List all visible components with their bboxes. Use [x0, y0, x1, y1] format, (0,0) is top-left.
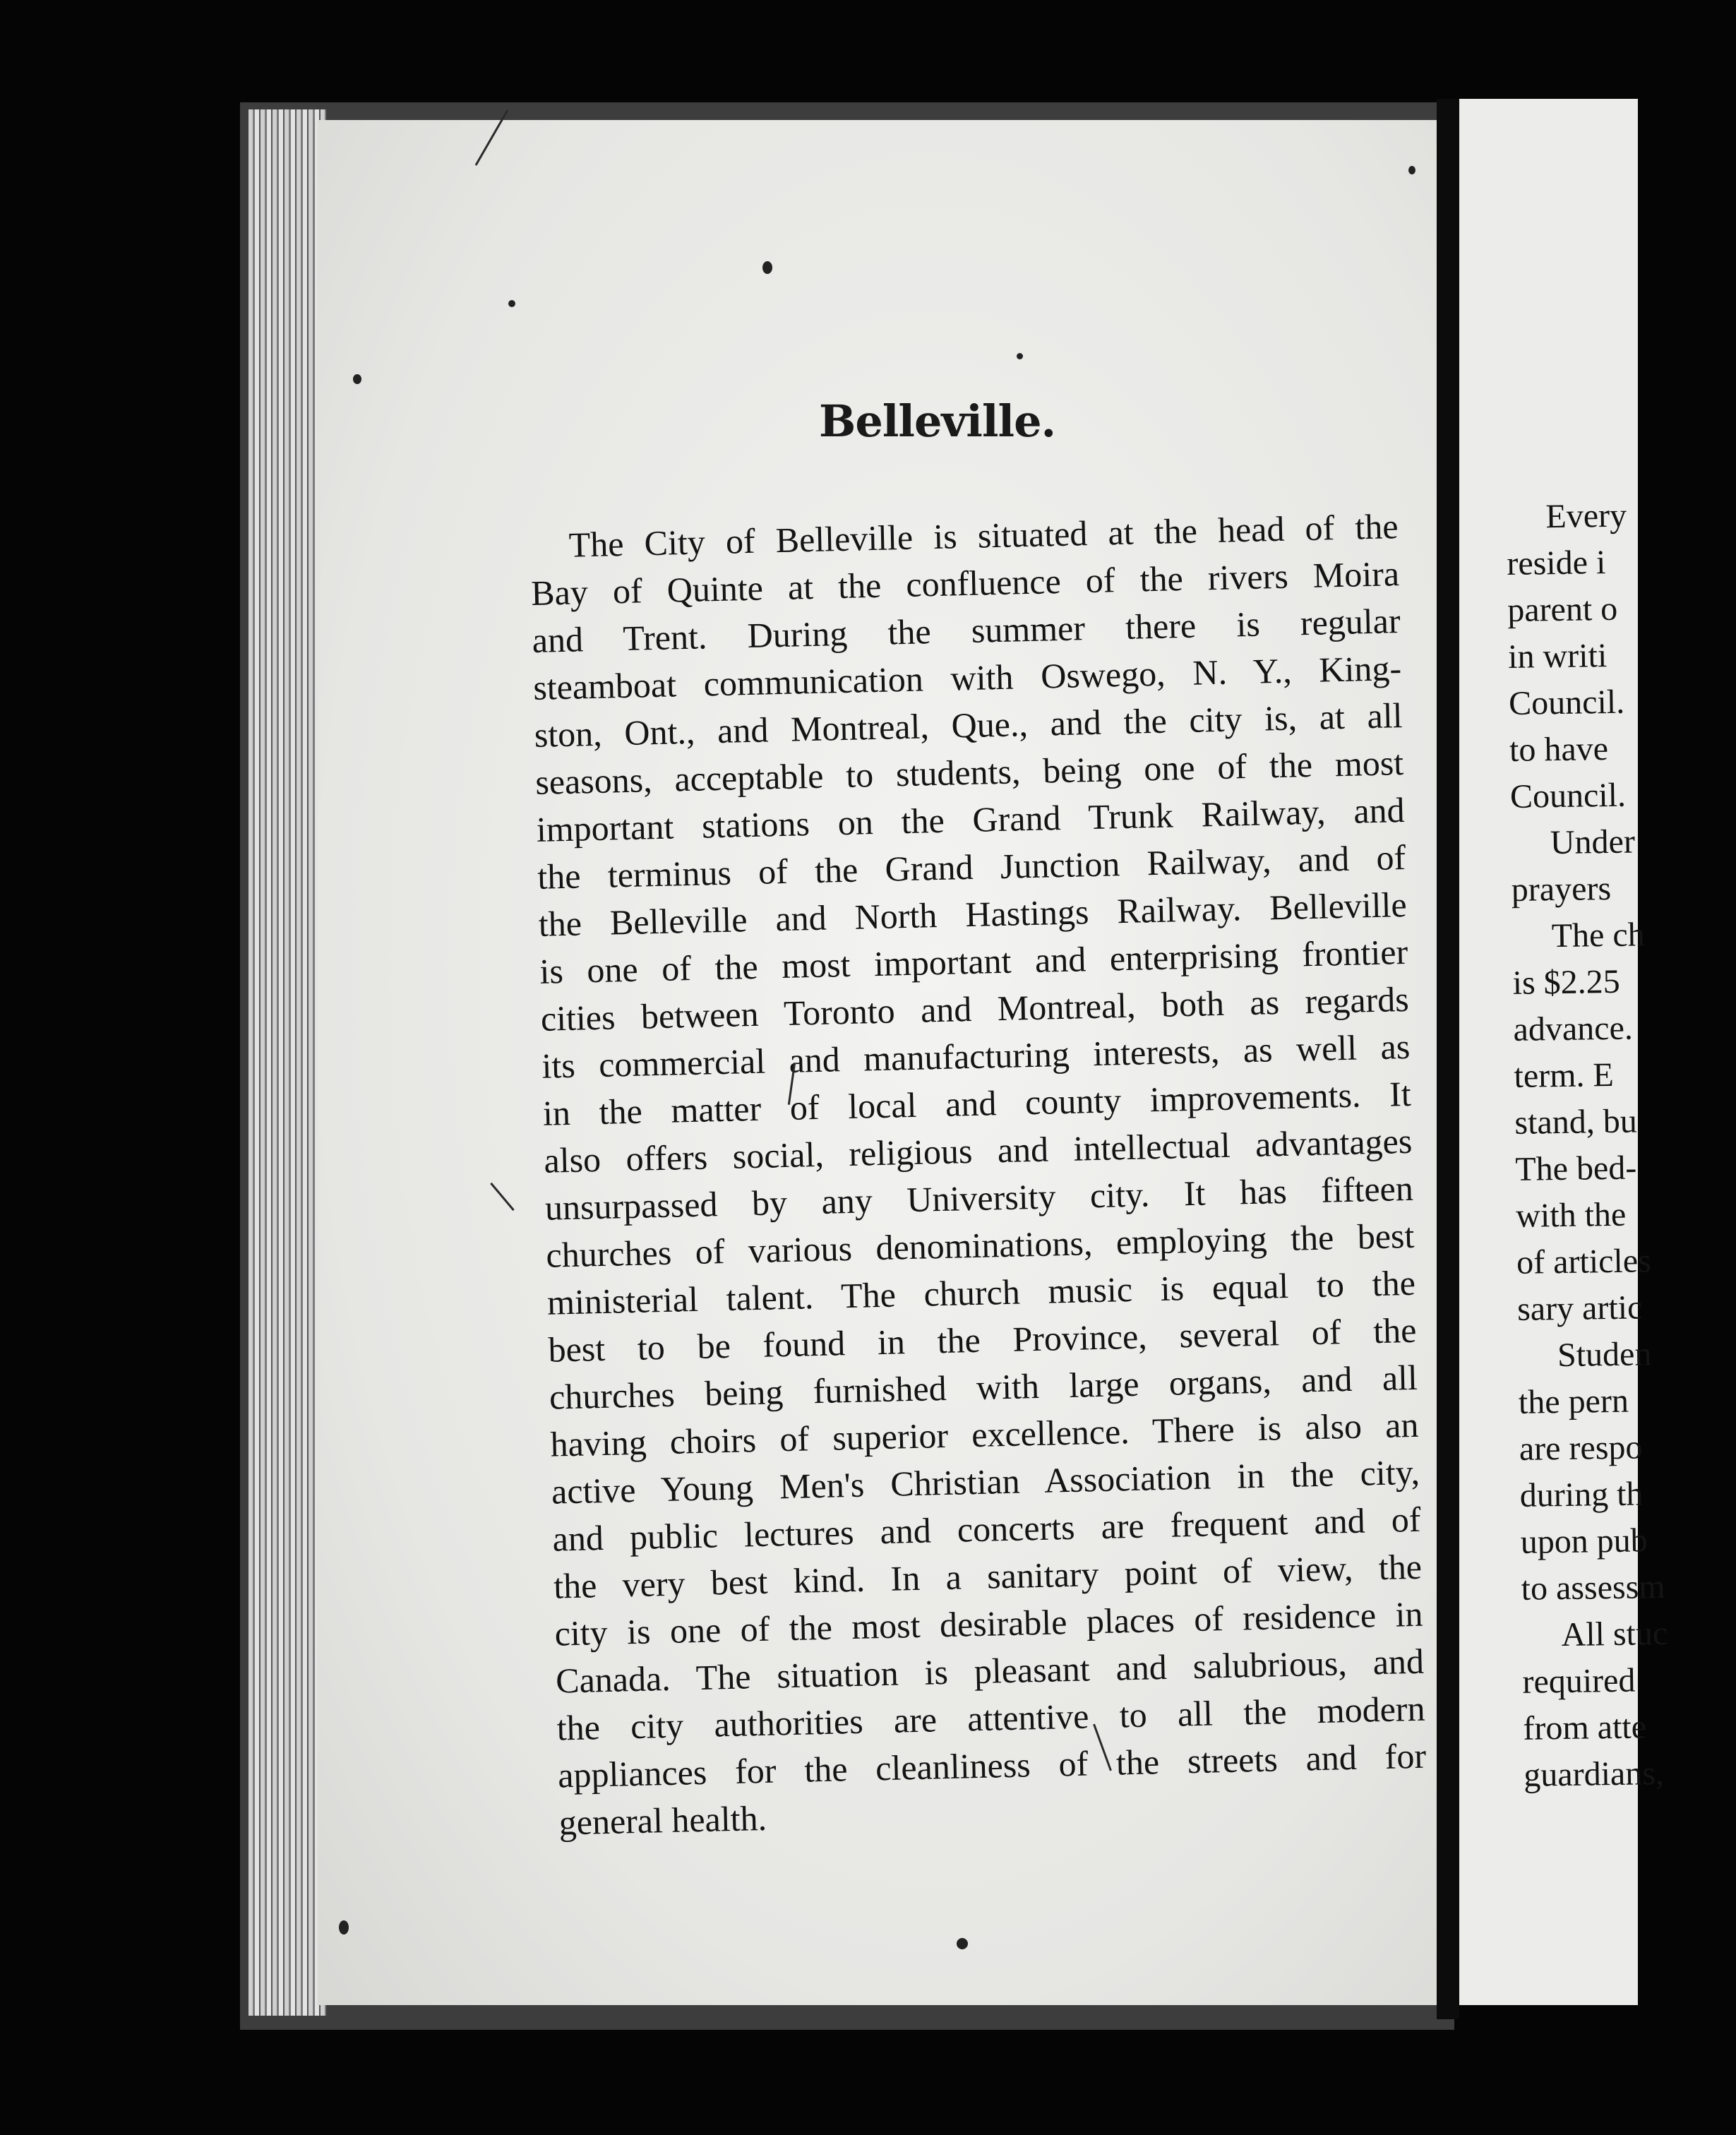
scan-speck — [762, 261, 772, 274]
text-line: the city authorities are attentive to all the modern — [556, 1688, 1426, 1748]
text-line: the terminus of the Grand Junction Railway, and of — [537, 837, 1406, 897]
text-line: general health. — [558, 1798, 767, 1843]
scan-speck — [339, 1920, 349, 1934]
text-line: churches being furnished with large organs, and all — [549, 1357, 1418, 1417]
fragment-line: guardians, — [1523, 1754, 1665, 1794]
book-gutter — [1437, 99, 1459, 2019]
text-line: is one of the most important and enterprising frontier — [539, 931, 1408, 991]
text-line: important stations on the Grand Trunk Railway, and — [536, 789, 1406, 849]
scan-speck — [1408, 166, 1415, 174]
fragment-line: Council. — [1509, 776, 1627, 815]
fragment-line: with the — [1515, 1195, 1627, 1235]
fragment-line: Studen — [1557, 1335, 1652, 1375]
fragment-line: upon pub — [1520, 1521, 1648, 1561]
text-line: in the matter of local and county improvements. It — [542, 1073, 1412, 1133]
fragment-line: Every — [1545, 496, 1627, 536]
fragment-line: Under — [1550, 823, 1636, 862]
fragment-line: The bed- — [1514, 1149, 1637, 1188]
fragment-line: reside i — [1507, 544, 1606, 582]
text-line: the Belleville and North Hastings Railway. Belleville — [538, 884, 1408, 944]
text-line: seasons, acceptable to students, being one of the most — [534, 743, 1404, 802]
fragment-line: from atte — [1523, 1708, 1647, 1747]
text-line: Canada. The situation is pleasant and salubrious, and — [555, 1641, 1425, 1701]
fragment-line: The ch — [1551, 916, 1646, 955]
text-line: having choirs of superior excellence. There is also an — [549, 1404, 1419, 1464]
fragment-line: prayers — [1511, 869, 1612, 909]
text-line: cities between Toronto and Montreal, both as regards — [540, 979, 1410, 1039]
page-heading: Belleville. — [819, 395, 1056, 447]
fragment-line: are respo — [1519, 1428, 1643, 1468]
fragment-line: required — [1522, 1661, 1636, 1701]
fragment-line: the pern — [1518, 1382, 1629, 1421]
text-line: ministerial talent. The church music is equal to the — [546, 1262, 1416, 1322]
text-line: churches of various denominations, employing the best — [545, 1215, 1415, 1275]
right-page-text-fragment — [1506, 491, 1736, 1799]
fragment-line: parent o — [1507, 590, 1618, 629]
fragment-line: during th — [1519, 1475, 1644, 1514]
fragment-line: All stuc — [1561, 1614, 1668, 1654]
fragment-line: term. E — [1514, 1055, 1615, 1095]
text-line: best to be found in the Province, several of the — [547, 1310, 1417, 1370]
scan-speck — [1017, 353, 1023, 359]
text-line: and public lectures and concerts are frequent and of — [552, 1499, 1421, 1559]
text-line: The City of Belleville is situated at the head of the — [568, 506, 1399, 565]
fragment-line: stand, bu — [1514, 1102, 1638, 1142]
fragment-line: Council. — [1508, 683, 1625, 722]
fragment-line: sary artic — [1516, 1288, 1643, 1328]
text-line: its commercial and manufacturing interests, as well as — [541, 1026, 1411, 1086]
fragment-line: to have — [1509, 730, 1609, 769]
scan-speck — [353, 374, 361, 384]
fragment-line: is $2.25 — [1512, 962, 1621, 1002]
text-line: also offers social, religious and intellectual advantages — [543, 1120, 1413, 1180]
text-line: unsurpassed by any University city. It has fifteen — [544, 1168, 1414, 1228]
fragment-line: in writi — [1507, 637, 1608, 676]
text-line: appliances for the cleanliness of the streets and for — [557, 1735, 1427, 1795]
body-paragraph — [529, 503, 1427, 1846]
text-line: city is one of the most desirable places of residence in — [554, 1593, 1424, 1653]
text-line: active Young Men's Christian Association in the city, — [551, 1452, 1420, 1512]
text-line: steamboat communication with Oswego, N. Y., King- — [532, 648, 1402, 707]
text-line: and Trent. During the summer there is regular — [532, 601, 1401, 660]
text-line: ston, Ont., and Montreal, Que., and the city is, at all — [534, 695, 1403, 755]
page-edges — [249, 109, 326, 2016]
text-line: Bay of Quinte at the confluence of the rivers Moira — [530, 554, 1400, 613]
fragment-line: of articles — [1516, 1242, 1652, 1281]
text-line: the very best kind. In a sanitary point of view, the — [553, 1546, 1423, 1606]
fragment-line: to assessm — [1521, 1568, 1665, 1608]
scan-speck — [508, 300, 515, 307]
fragment-line: advance. — [1513, 1009, 1634, 1048]
scan-speck — [957, 1938, 968, 1949]
